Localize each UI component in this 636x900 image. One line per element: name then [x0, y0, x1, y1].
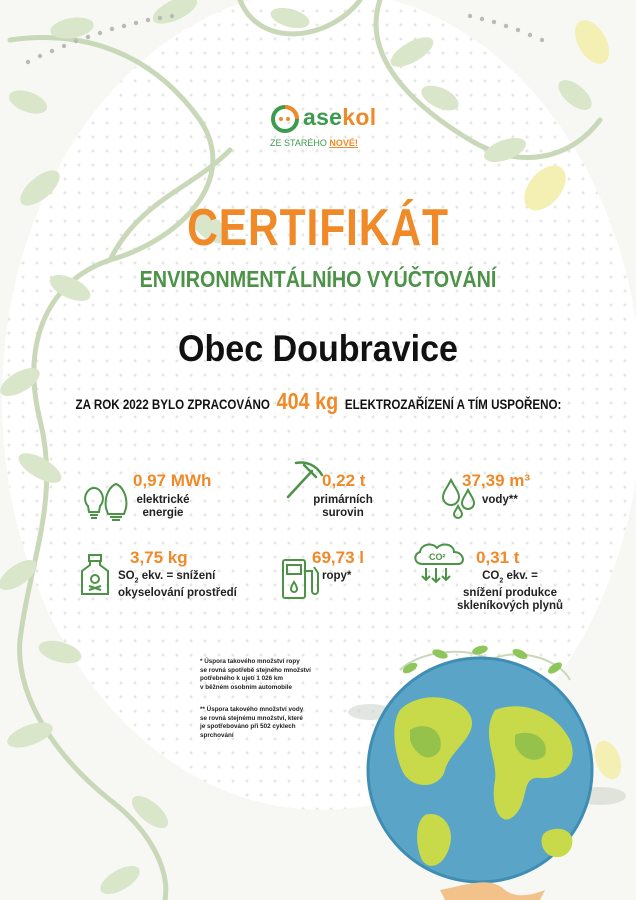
brand-tagline: ZE STARÉHO NOVÉ! — [270, 138, 358, 148]
summary-line — [0, 388, 636, 415]
oil-footnote: * Úspora takového množství ropy se rovná spotřebě stejného množství potřebného k ujetí 1 026 km v běžném osobním automobile — [200, 658, 311, 691]
raw-materials-label: primárních surovin — [313, 494, 373, 519]
summary-suffix: ELEKTROZAŘÍZENÍ A TÍM USPOŘENO: — [344, 397, 561, 412]
co2-value: 0,31 t — [476, 548, 520, 567]
electricity-value: 0,97 MWh — [133, 471, 212, 490]
summary-prefix: ZA ROK 2022 BYLO ZPRACOVÁNO — [75, 397, 270, 412]
electricity-label: elektrické energie — [136, 494, 190, 519]
light-bulbs-icon — [80, 478, 132, 522]
co2-cloud-text: CO² — [429, 552, 446, 562]
certificate-title: CERTIFIKÁT — [187, 199, 449, 257]
so2-label: $SO_2$ ekv. = snížení okyselování prostředí — [118, 570, 237, 600]
co2-label: $CO_2$ ekv. = snížení produkce skleníkových plynů — [456, 570, 564, 613]
asekol-logo-mark-icon — [270, 104, 300, 134]
asekol-logo — [270, 104, 380, 154]
oil-label: ropy* — [322, 570, 352, 582]
water-value: 37,39 m³ — [462, 471, 531, 490]
raw-materials-value: 0,22 t — [322, 471, 366, 490]
recipient-name: Obec Doubravice — [178, 328, 458, 369]
earth-globe-illustration — [330, 640, 636, 900]
oil-value: 69,73 l — [312, 548, 364, 567]
toxic-bottle-icon — [78, 553, 112, 597]
certificate-subtitle: ENVIRONMENTÁLNÍHO VYÚČTOVÁNÍ — [139, 266, 497, 292]
water-footnote: ** Úspora takového množství vody se rovná stejnému množství, které je spotřebováno při 502 cyklech sprchování — [200, 706, 304, 739]
so2-value: 3,75 kg — [130, 548, 188, 567]
summary-quantity: 404 kg — [276, 388, 338, 414]
brand-name: asekol — [303, 104, 377, 130]
water-label: vody** — [482, 494, 518, 506]
